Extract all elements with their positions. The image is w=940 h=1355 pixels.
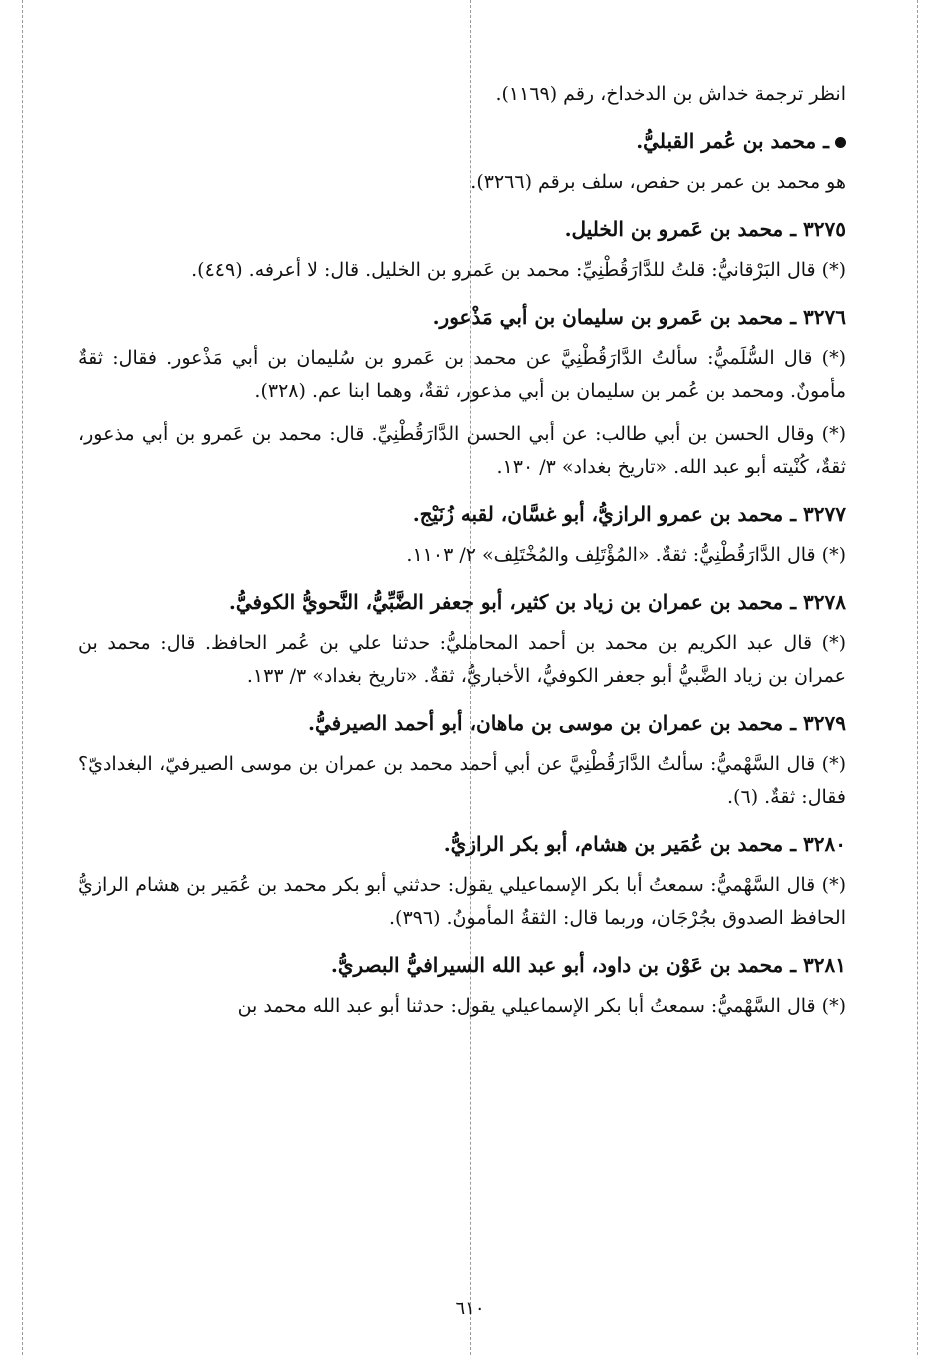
heading-text: ـ محمد بن عَمرو بن الخليل.	[564, 217, 797, 241]
entry-number: ٣٢٧٨	[803, 590, 846, 614]
heading-text: ـ محمد بن عمران بن زياد بن كثير، أبو جعفر الضَّبِّيُّ، النَّحويُّ الكوفيُّ.	[228, 590, 797, 614]
paragraph: هو محمد بن عمر بن حفص، سلف برقم (٣٢٦٦).	[470, 171, 846, 193]
fold-line-left	[22, 0, 23, 1355]
paragraph: (*) وقال الحسن بن أبي طالب: عن أبي الحسن الدَّارَقُطْنِيِّ. قال: محمد بن عَمرو بن أبي مذعور، ثقةٌ، كُنْيته أبو عبد الله. «تاريخ بغداد» ٣/ ١٣٠.	[78, 423, 846, 478]
heading-text: ـ محمد بن عَوْن بن داود، أبو عبد الله السيرافيُّ البصريُّ.	[330, 953, 797, 977]
entry-number: ٣٢٨١	[803, 953, 846, 977]
fold-line-right	[917, 0, 918, 1355]
paragraph: (*) قال السَّهْميُّ: سألتُ الدَّارَقُطْنِيَّ عن أبي أحمد محمد بن عمران بن موسى الصيرفيّ، البغداديّ؟ فقال: ثقةٌ. (٦).	[78, 753, 846, 808]
paragraph: انظر ترجمة خداش بن الدخداخ، رقم (١١٦٩).	[495, 83, 846, 105]
paragraph: (*) قال عبد الكريم بن محمد بن أحمد المحامليُّ: حدثنا علي بن عُمر الحافظ. قال: محمد بن عمران بن زياد الضَّبيُّ أبو جعفر الكوفيُّ، الأخباريُّ، ثقةٌ. «تاريخ بغداد» ٣/ ١٣٣.	[78, 632, 846, 687]
heading-text: ـ محمد بن عَمرو بن سليمان بن أبي مَذْعور.	[432, 305, 797, 329]
heading-text: ـ محمد بن عُمر القبليُّ.	[636, 129, 829, 153]
entry-heading	[78, 213, 846, 246]
entry-heading	[78, 125, 846, 158]
entry-heading	[78, 828, 846, 861]
paragraph: (*) قال الدَّارَقُطْنِيُّ: ثقةٌ. «المُؤْتَلِف والمُخْتَلِف» ٢/ ١١٠٣.	[406, 544, 846, 566]
entry-number: ٣٢٨٠	[803, 832, 846, 856]
entry-heading	[78, 949, 846, 982]
entry-number: ٣٢٧٥	[803, 217, 846, 241]
entry-number: ٣٢٧٩	[803, 711, 846, 735]
entry-heading	[78, 586, 846, 619]
paragraph: (*) قال السَّهْميُّ: سمعتُ أبا بكر الإسماعيلي يقول: حدثنا أبو عبد الله محمد بن	[237, 995, 846, 1017]
page-body	[78, 78, 846, 1023]
paragraph: (*) قال السُّلَميُّ: سألتُ الدَّارَقُطْنِيَّ عن محمد بن عَمرو بن سُليمان بن أبي مَذْعور. فقال: ثقةٌ مأمونٌ. ومحمد بن عُمر بن سليمان بن أبي مذعور، ثقةٌ، وهما ابنا عم. (٣٢٨).	[78, 347, 846, 402]
heading-text: ـ محمد بن عمرو الرازيُّ، أبو غسَّان، لقبه زُنَيْج.	[412, 502, 797, 526]
bullet-icon	[835, 137, 846, 148]
page-number: ٦١٠	[455, 1298, 485, 1319]
entry-heading	[78, 498, 846, 531]
heading-text: ـ محمد بن عمران بن موسى بن ماهان، أبو أحمد الصيرفيُّ.	[307, 711, 797, 735]
entry-heading	[78, 707, 846, 740]
entry-number: ٣٢٧٦	[803, 305, 846, 329]
paragraph: (*) قال السَّهْميُّ: سمعتُ أبا بكر الإسماعيلي يقول: حدثني أبو بكر محمد بن عُمَير بن هشام الرازيُّ الحافظ الصدوق بجُرْجَان، وربما قال: الثقةُ المأمونُ. (٣٩٦).	[78, 874, 846, 929]
heading-text: ـ محمد بن عُمَير بن هشام، أبو بكر الرازيُّ.	[443, 832, 797, 856]
paragraph: (*) قال البَرْقانيُّ: قلتُ للدَّارَقُطْنِيِّ: محمد بن عَمرو بن الخليل. قال: لا أعرفه. (٤٤٩).	[191, 259, 846, 281]
entry-heading	[78, 301, 846, 334]
entry-number: ٣٢٧٧	[803, 502, 846, 526]
